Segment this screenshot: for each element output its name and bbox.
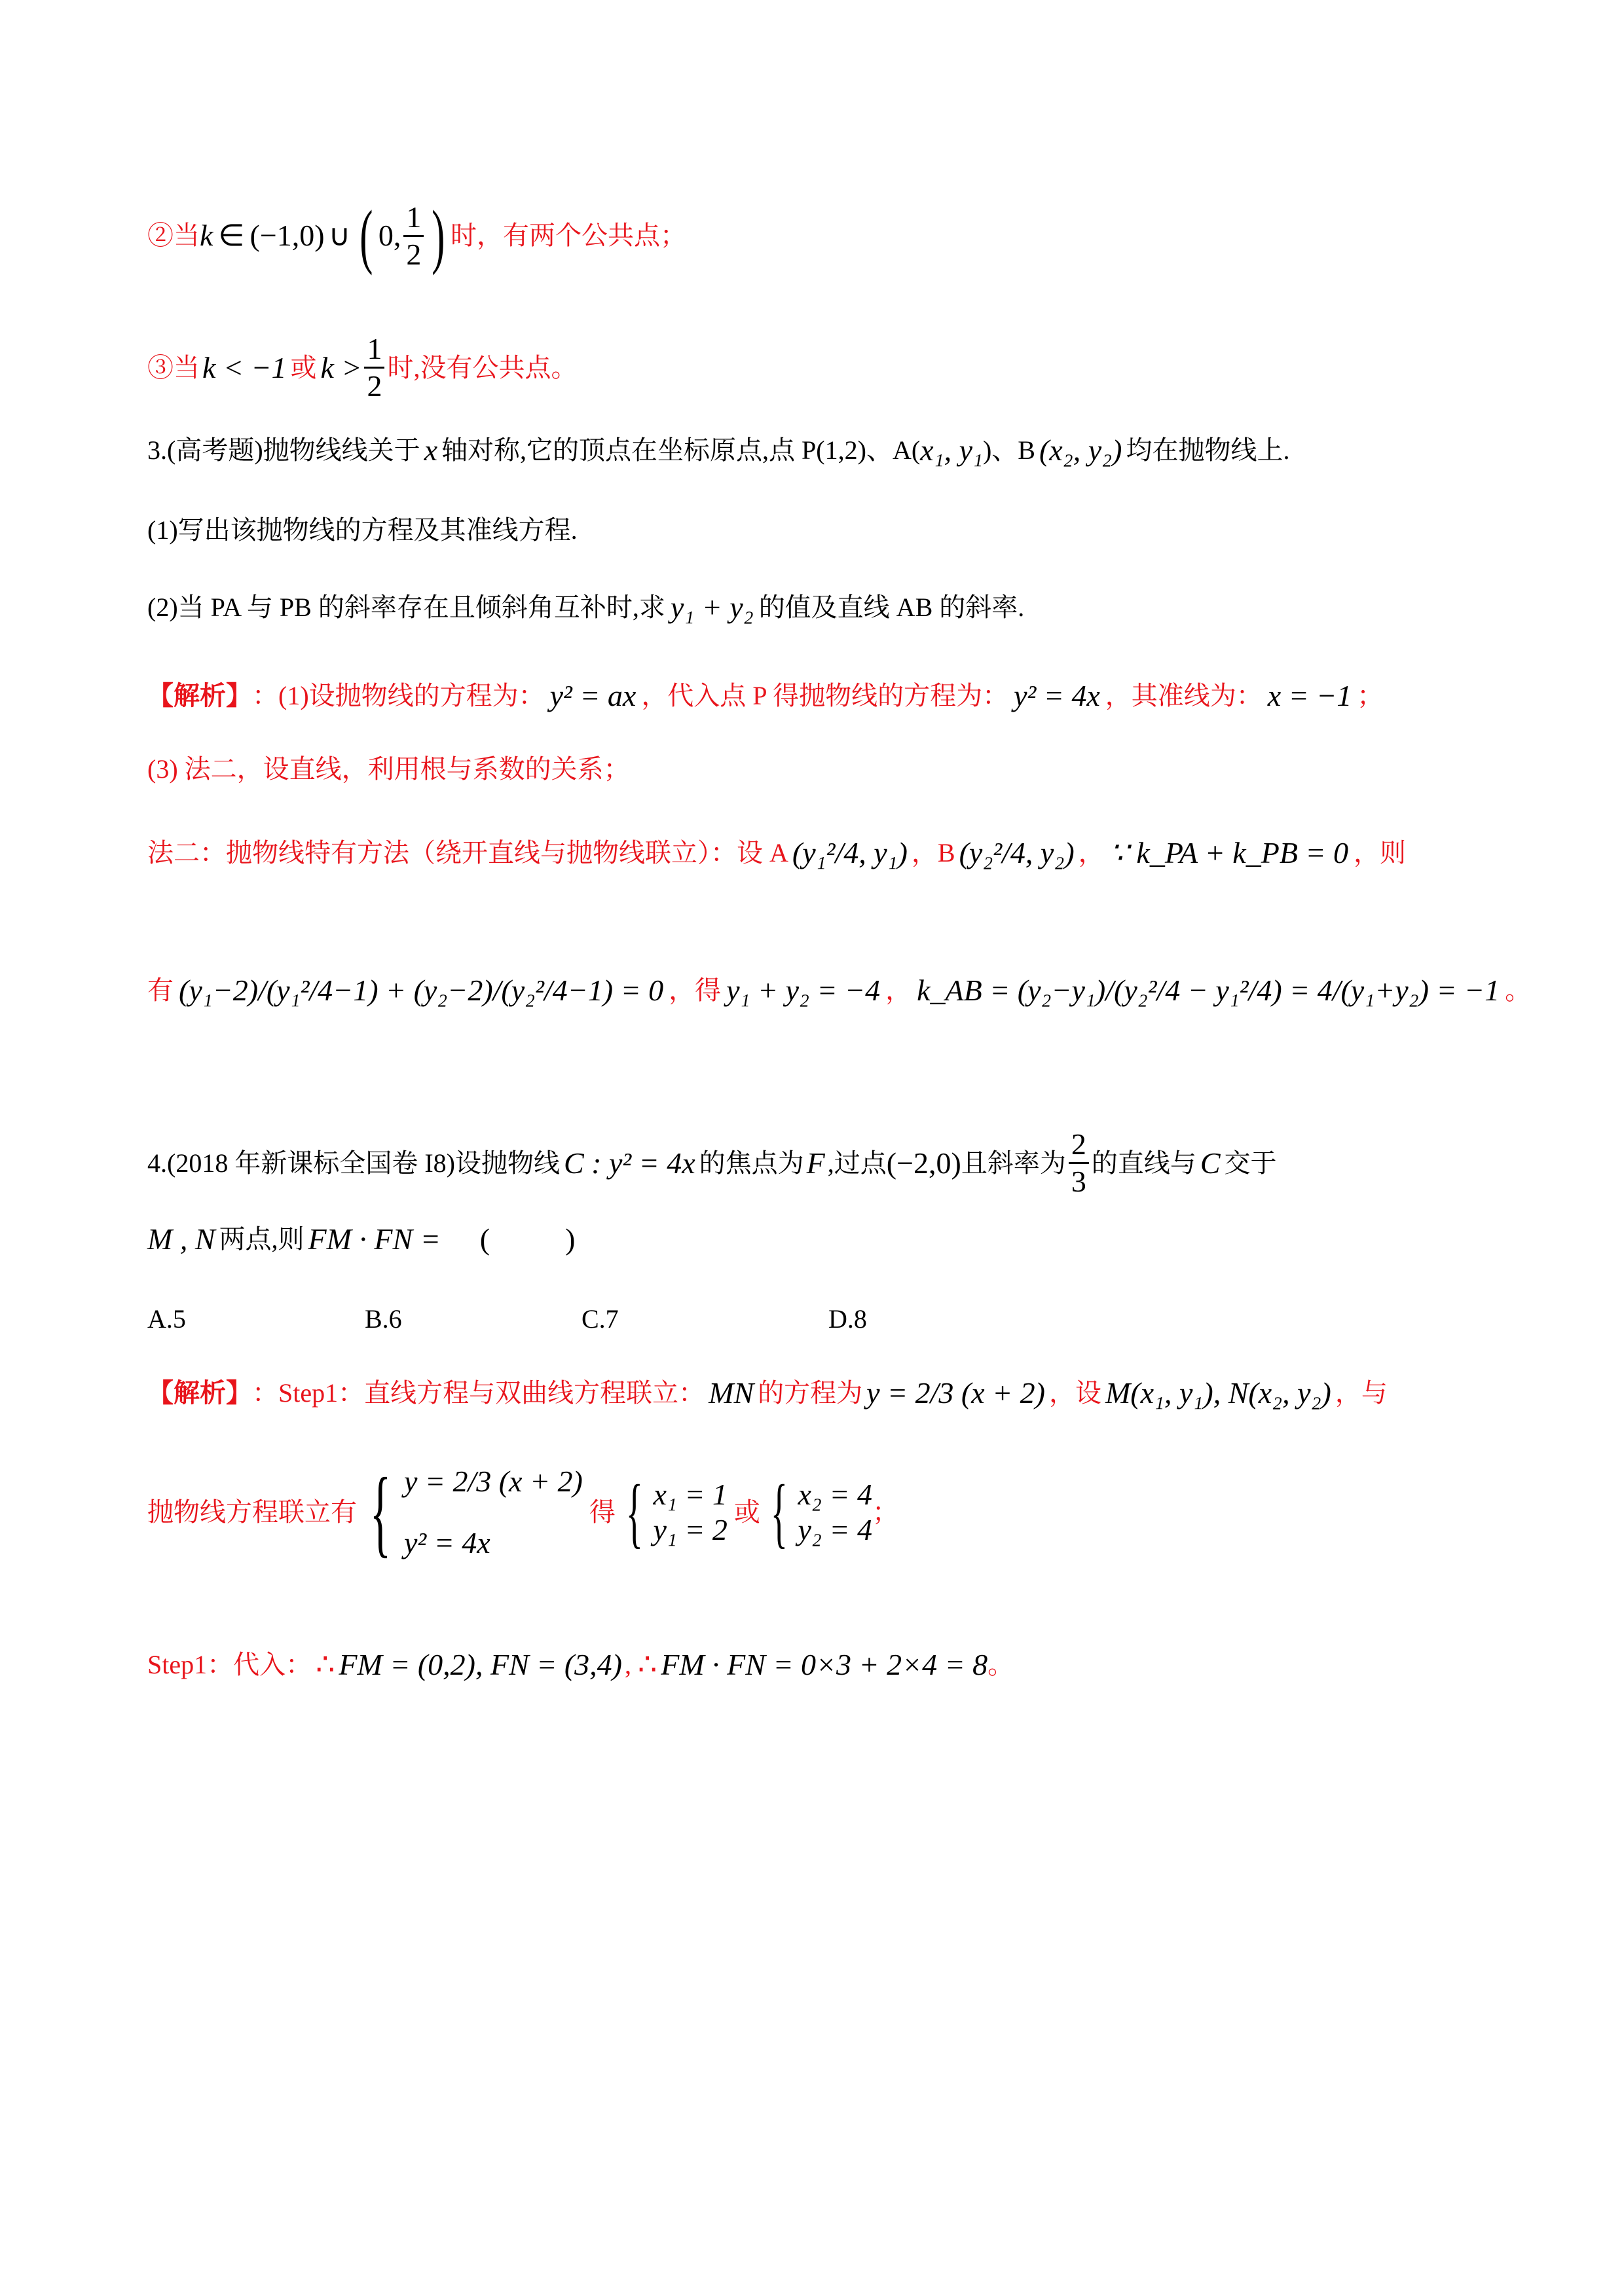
- solution-text: (3) 法二，设直线，利用根与系数的关系；: [147, 754, 630, 784]
- problem3-question-2: [147, 592, 1024, 623]
- punctuation: ；: [1357, 681, 1384, 710]
- punctuation: ,: [624, 1650, 631, 1679]
- solution-text: ，B: [911, 838, 955, 867]
- solution-pair-1: x₁ = 1 y₁ = 2: [653, 1478, 728, 1546]
- slope-sum-condition: ∵ k_PA + k_PB = 0: [1109, 836, 1348, 869]
- stem-text: 交于: [1224, 1148, 1277, 1178]
- stem-text: 的直线与: [1091, 1148, 1196, 1178]
- point-neg2-0: (−2,0): [886, 1146, 961, 1180]
- punctuation: ，: [885, 975, 912, 1005]
- curve-c: C: [1200, 1146, 1221, 1180]
- stem-text: 两点,则: [219, 1224, 304, 1254]
- therefore-symbol: ∴: [637, 1648, 657, 1681]
- solution-text: ，其准线为：: [1105, 681, 1263, 710]
- problem4-line-2: [147, 1224, 575, 1254]
- solution-text: ，得: [669, 975, 722, 1005]
- stem-text: 3.(高考题)抛物线线关于: [147, 435, 420, 465]
- case2-marker: ②当: [147, 221, 200, 250]
- directrix-equation: x = −1: [1267, 679, 1352, 712]
- answer-blank: ( ): [479, 1222, 576, 1256]
- stem-text: ,过点: [827, 1148, 887, 1178]
- stem-text: 均在抛物线上.: [1126, 435, 1290, 465]
- case3-suffix: 时,没有公共点。: [387, 352, 578, 382]
- solution-text: ，代入点 P 得抛物线的方程为：: [641, 681, 1009, 710]
- left-paren: (: [360, 196, 373, 276]
- dot-product-result: FM · FN = 0×3 + 2×4 = 8: [661, 1648, 988, 1681]
- solution-text: ，则: [1353, 838, 1406, 867]
- solution-text: ，与: [1335, 1378, 1388, 1408]
- problem3-stem: [147, 435, 1289, 465]
- points-definition: M(x₁, y₁), N(x₂, y₂): [1105, 1376, 1331, 1410]
- equation-system: [404, 1467, 583, 1558]
- punctuation: 。: [987, 1650, 1014, 1679]
- solution-text: 得: [589, 1497, 616, 1527]
- condition-1: k < −1: [202, 350, 287, 384]
- stem-text: 4.(2018 年新课标全国卷 I8)设抛物线: [147, 1148, 560, 1178]
- analysis-label: 【解析】: [147, 681, 252, 710]
- solution3-line-1: [147, 681, 1383, 711]
- left-brace: {: [369, 1458, 392, 1567]
- slope-sum-equation: (y₁−2)/(y₁²/4−1) + (y₂−2)/(y₂²/4−1) = 0: [179, 974, 664, 1007]
- punctuation: ；: [872, 1497, 898, 1527]
- or-text: 或: [733, 1497, 760, 1527]
- or-text: 或: [290, 352, 317, 382]
- points-m-n: M , N: [147, 1222, 215, 1256]
- interval-1: (−1,0): [249, 219, 325, 252]
- solution3-line-4: [147, 975, 1531, 1006]
- right-paren: ): [432, 196, 445, 276]
- sum-result: y₁ + y₂ = −4: [726, 974, 881, 1007]
- question-text: 的值及直线 AB 的斜率.: [758, 592, 1025, 622]
- fraction-two-thirds: $\frac{2}{3}$: [1069, 1129, 1089, 1197]
- solution-text: ：Step1：直线方程与双曲线方程联立：: [252, 1378, 705, 1408]
- solution-text: Step1：代入：: [147, 1650, 312, 1679]
- point-a: (y₁²/4, y₁): [792, 836, 908, 869]
- case3-line: [147, 334, 577, 401]
- solution-pair-2: x₂ = 4 y₂ = 4: [798, 1478, 872, 1546]
- system-equation-1: y = 2/3 (x + 2): [404, 1465, 583, 1498]
- punctuation: 。: [1505, 975, 1532, 1005]
- solution4-line-3: [147, 1650, 1014, 1680]
- case3-marker: ③当: [147, 352, 200, 382]
- system-equation-2: y² = 4x: [404, 1526, 490, 1559]
- fraction-one-half: $\frac{1}{2}$: [364, 334, 384, 401]
- problem4-options: [147, 1306, 933, 1336]
- option-d: D.8: [828, 1304, 867, 1334]
- interval-2-left: 0,: [378, 219, 401, 252]
- dot-product-expression: FM · FN =: [308, 1222, 441, 1256]
- case2-line: [147, 196, 687, 276]
- solution4-line-2: [147, 1458, 898, 1567]
- solution-text: 有: [147, 975, 174, 1005]
- condition-2: k >: [320, 350, 362, 384]
- math-x: x: [424, 433, 438, 467]
- line-mn: MN: [709, 1376, 754, 1410]
- option-a: A.5: [147, 1304, 186, 1334]
- stem-text: 轴对称,它的顶点在坐标原点,点 P(1,2)、A(: [441, 435, 921, 465]
- point-b-coords: (x₂, y₂): [1039, 433, 1122, 467]
- union-symbol: ∪: [328, 219, 351, 252]
- solution3-line-3: [147, 838, 1406, 868]
- general-equation: y² = ax: [549, 679, 637, 712]
- slope-ab-equation: k_AB = (y₂−y₁)/(y₂²/4 − y₁²/4) = 4/(y₁+y₂) = −1: [917, 974, 1500, 1007]
- solution3-line-2: [147, 756, 630, 782]
- problem4-stem: [147, 1129, 1277, 1197]
- line-equation: y = 2/3 (x + 2): [866, 1376, 1045, 1410]
- problem3-question-1: [147, 517, 578, 543]
- left-brace: {: [770, 1468, 788, 1556]
- option-b: B.6: [365, 1304, 402, 1334]
- therefore-symbol: ∴: [316, 1648, 335, 1681]
- punctuation: ，: [1078, 838, 1105, 867]
- analysis-label: 【解析】: [147, 1378, 252, 1408]
- element-of-symbol: ∈: [218, 219, 245, 252]
- option-c: C.7: [581, 1304, 619, 1334]
- point-a-coords: x₁, y₁: [920, 433, 983, 467]
- case2-suffix: 时，有两个公共点；: [451, 221, 687, 250]
- solution-text: 的方程为: [758, 1378, 863, 1408]
- stem-text: 的焦点为: [699, 1148, 804, 1178]
- left-brace: {: [625, 1468, 643, 1556]
- focus-f: F: [806, 1146, 825, 1180]
- math-var-k: k: [200, 219, 213, 252]
- vector-values: FM = (0,2), FN = (3,4): [339, 1648, 622, 1681]
- sum-expression: y₁ + y₂: [670, 591, 754, 624]
- solution-text: ，设: [1048, 1378, 1101, 1408]
- fraction-one-half: $\frac{1}{2}$: [403, 202, 424, 270]
- curve-equation: C : y² = 4x: [563, 1146, 695, 1180]
- point-b: (y₂²/4, y₂): [959, 836, 1075, 869]
- question-text: (1)写出该抛物线的方程及其准线方程.: [147, 515, 578, 545]
- solution4-line-1: [147, 1378, 1388, 1408]
- stem-text: )、B: [982, 435, 1035, 465]
- stem-text: 且斜率为: [961, 1148, 1066, 1178]
- parabola-equation: y² = 4x: [1014, 679, 1100, 712]
- solution-text: 法二：抛物线特有方法（绕开直线与抛物线联立）：设 A: [147, 838, 788, 867]
- solution-text: 抛物线方程联立有: [147, 1497, 357, 1527]
- solution-text: ：(1)设抛物线的方程为：: [252, 681, 545, 710]
- question-text: (2)当 PA 与 PB 的斜率存在且倾斜角互补时,求: [147, 592, 665, 622]
